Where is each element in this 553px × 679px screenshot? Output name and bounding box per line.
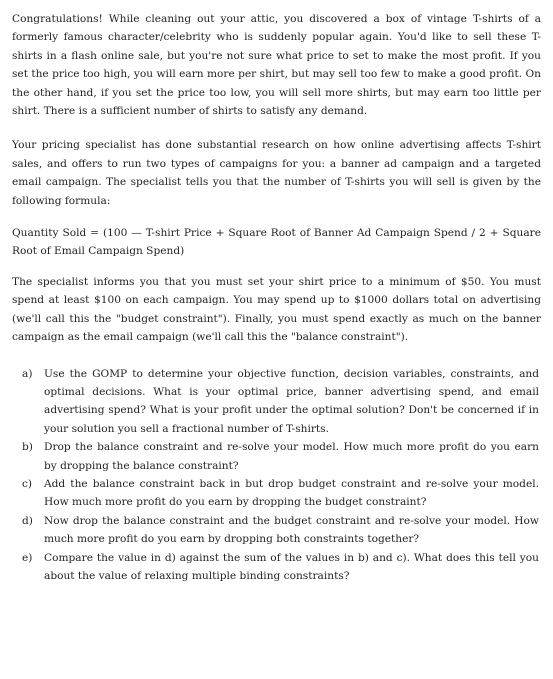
constraints-paragraph: The specialist informs you that you must set your shirt price to a minimum of $50. You must spend at least $100 on each campaign. You may spend up to $1000 dollars total on advertising (we'll call this the "budget constraint"). Finally, you must spend exactly as much on the banner campaign as the email campaign (we'll call this the "balance constraint"). (12, 275, 541, 344)
question-letter: e) (22, 551, 33, 564)
formula-paragraph: Quantity Sold = (100 — T-shirt Price + Square Root of Banner Ad Campaign Spend / 2 + Square Root of Email Campaign Spend) (12, 227, 541, 258)
question-text: Drop the balance constraint and re-solve your model. How much more profit do you earn by dropping the balance constraint? (44, 441, 539, 472)
question-letter: b) (22, 441, 33, 454)
question-text: Now drop the balance constraint and the budget constraint and re-solve your model. How much more profit do you earn by dropping both constraints together? (44, 514, 539, 546)
question-text: Compare the value in d) against the sum of the values in b) and c). What does this tell you about the value of relaxing multiple binding constraints? (44, 551, 539, 582)
specialist-paragraph: Your pricing specialist has done substantial research on how online advertising affects T-shirt sales, and offers to run two types of campaigns for you: a banner ad campaign and a targeted email campaign. The specialist tells you that the number of T-shirts you will sell is given by the following formula: (12, 139, 541, 207)
question-b (22, 438, 541, 475)
question-text: Add the balance constraint back in but drop budget constraint and re-solve your model. How much more profit do you earn by dropping the budget constraint? (44, 477, 539, 509)
question-text: Use the GOMP to determine your objective function, decision variables, constraints, and optimal decisions. What is your optimal price, banner advertising spend, and email advertising spend? What is your profit under the optimal solution? Don't be concerned if in your solution you sell a fractional number of T-shirts. (44, 367, 539, 435)
question-d (22, 512, 541, 549)
question-e (22, 549, 541, 586)
question-list (12, 365, 541, 586)
question-letter: d) (22, 514, 33, 527)
question-c (22, 475, 541, 512)
intro-paragraph: Congratulations! While cleaning out your attic, you discovered a box of vintage T-shirts of a formerly famous character/celebrity who is suddenly popular again. You'd like to sell these T-shirts in a flash online sale, but you're not sure what price to set to make the most profit. If you set the price too high, you will earn more per shirt, but may sell too few to make a good profit. On the other hand, if you set the price too low, you will sell more shirts, but may earn too little per shirt. There is a sufficient number of shirts to satisfy any demand. (12, 13, 541, 118)
question-a (22, 365, 541, 439)
question-letter: a) (22, 367, 33, 380)
question-letter: c) (22, 477, 33, 490)
